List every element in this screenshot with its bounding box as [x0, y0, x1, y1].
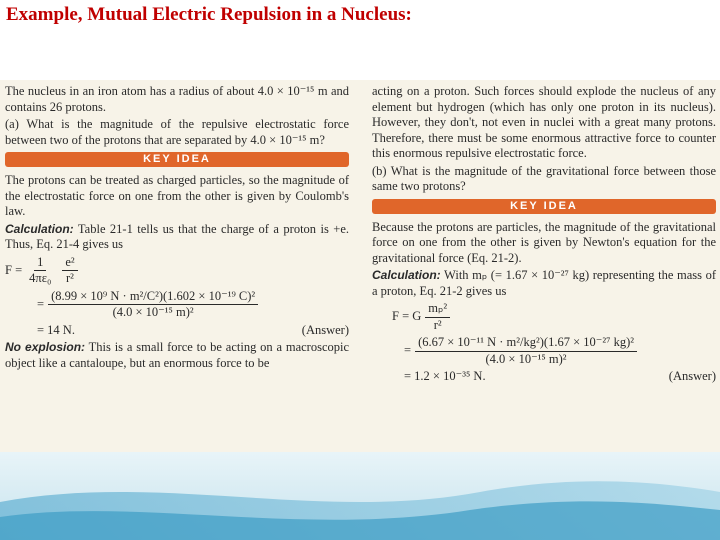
left-column [5, 84, 349, 373]
gravity-equation [372, 301, 716, 385]
coulomb-equation [5, 255, 349, 339]
key-idea-banner: KEY IDEA [372, 199, 716, 214]
frac-den: r² [433, 317, 442, 332]
no-explosion-label: No explosion: [5, 340, 86, 354]
frac-num: 1 [34, 255, 46, 272]
right-column [372, 84, 716, 387]
question-a: (a) What is the magnitude of the repulsive electrostatic force between two of the protons that are separated by 4.0 × 10⁻¹⁵ m? [5, 117, 349, 147]
question-b: (b) What is the magnitude of the gravitational force between those same two protons? [372, 163, 716, 193]
frac-num: (8.99 × 10⁹ N · m²/C²)(1.602 × 10⁻¹⁹ C)² [48, 289, 258, 306]
eq3-result: = 1.2 × 10⁻³⁵ N. [404, 369, 486, 383]
fraction-charge [62, 255, 77, 287]
frac-den: 4πε₀ [29, 271, 52, 285]
continuation-text: acting on a proton. Such forces should explode the nucleus of any element but hydrogen (which has only one proton in its nucleus). However, they don't, not even in nuclei with a great many protons. Therefore, there must be some enormous attractive force to counter this enormous repulsive electrostatic force. [372, 84, 716, 160]
key-idea-text: The protons can be treated as charged particles, so the magnitude of the electrostatic force on one from the other is given by Coulomb's law. [5, 173, 349, 218]
fraction-constant [26, 255, 54, 287]
calculation-paragraph [372, 268, 716, 299]
eq2-equals: = [37, 296, 45, 311]
fraction-values [415, 335, 637, 367]
intro-text: The nucleus in an iron atom has a radius of about 4.0 × 10⁻¹⁵ m and contains 26 protons. [5, 84, 349, 114]
key-idea-text: Because the protons are particles, the magnitude of the gravitational force on one from the other is given by Newton's equation for the gravitational force (Eq. 21-2). [372, 219, 716, 265]
calculation-text: Table 21-1 tells us that the charge of a proton is +e. Thus, Eq. 21-4 gives us [5, 221, 349, 251]
frac-num: mₚ² [425, 301, 450, 318]
calculation-paragraph [5, 222, 349, 253]
eq2-equals: = [404, 343, 412, 358]
answer-label: (Answer) [301, 322, 349, 337]
eq3-result: = 14 N. [37, 322, 75, 337]
decorative-wave-background [0, 452, 720, 540]
frac-num: e² [62, 255, 77, 272]
fraction-values [48, 289, 258, 321]
frac-num: (6.67 × 10⁻¹¹ N · m²/kg²)(1.67 × 10⁻²⁷ kg)² [415, 335, 637, 352]
frac-den: (4.0 × 10⁻¹⁵ m)² [485, 351, 567, 366]
slide-title: Example, Mutual Electric Repulsion in a Nucleus: [6, 4, 412, 25]
eq1-lhs: F = [5, 262, 23, 277]
no-explosion-paragraph [5, 340, 349, 371]
textbook-page-image [0, 80, 720, 452]
frac-den: (4.0 × 10⁻¹⁵ m)² [112, 305, 194, 319]
fraction-mass [425, 301, 450, 333]
calculation-text: With mₚ (= 1.67 × 10⁻²⁷ kg) representing the mass of a proton, Eq. 21-2 gives us [372, 268, 716, 298]
answer-label: (Answer) [668, 369, 716, 383]
frac-den: r² [66, 271, 74, 285]
eq1-lhs: F = G [392, 309, 422, 324]
calculation-label: Calculation: [5, 221, 74, 236]
no-explosion-text: This is a small force to be acting on a macroscopic object like a cantaloupe, but an enormous force to be [5, 340, 350, 370]
key-idea-banner: KEY IDEA [5, 152, 349, 167]
calculation-label: Calculation: [372, 268, 441, 282]
